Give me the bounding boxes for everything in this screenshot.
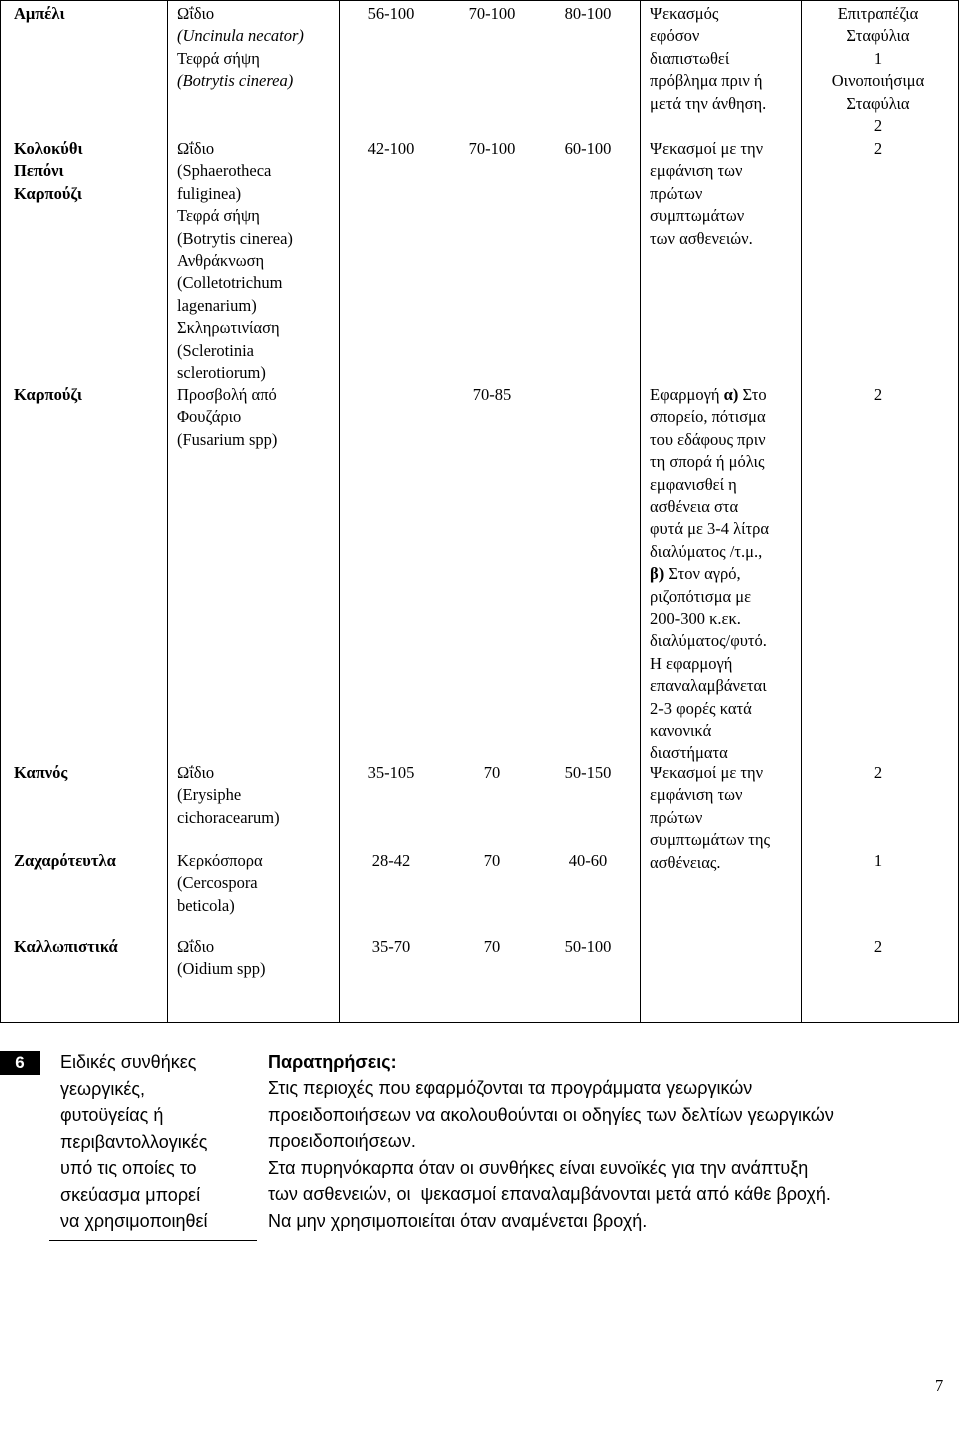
timing-text: πρώτων <box>650 183 703 203</box>
timing-text: Ψεκασμός <box>650 4 719 23</box>
note-line: Στα πυρηνόκαρπα όταν οι συνθήκες είναι ευνοϊκές για την ανάπτυξη <box>268 1157 809 1178</box>
timing-text: Ψεκασμοί με την <box>650 763 764 782</box>
application-timing <box>650 852 721 874</box>
timing-text: διαστήματα <box>650 743 728 763</box>
timing-text: εμφάνιση των <box>650 785 743 805</box>
dose-per-hectolitre: 35-70 <box>371 937 411 956</box>
timing-text: διαπιστωθεί <box>650 48 730 68</box>
timing-text: Η εφαρμογή <box>650 653 733 673</box>
dose-grams: 70-100 <box>468 139 516 158</box>
dose-per-hectolitre: 42-100 <box>367 139 415 158</box>
disease-name: (Erysiphe <box>177 785 242 805</box>
application-timing <box>650 3 718 25</box>
disease-name: cichoracearum) <box>177 807 280 827</box>
section-title-line: γεωργικές, <box>60 1078 146 1099</box>
max-applications: 2 <box>873 116 883 135</box>
timing-bold-label: β) <box>650 564 665 584</box>
application-timing <box>650 608 741 630</box>
application-timing <box>650 653 732 675</box>
application-timing <box>650 451 765 473</box>
crop-name: Αμπέλι <box>14 4 65 23</box>
crop-name: Πεπόνι <box>14 161 64 181</box>
disease-name: Φουζάριο <box>177 407 242 427</box>
disease-name: Κερκόσπορα <box>177 851 263 870</box>
dose-grams: 70-100 <box>468 4 516 23</box>
timing-text: τη σπορά ή μόλις <box>650 452 765 472</box>
application-timing <box>650 630 767 652</box>
timing-text: φυτά με 3-4 λίτρα <box>650 519 770 539</box>
application-timing <box>650 762 763 784</box>
dose-grams: 70-85 <box>472 385 512 404</box>
disease-name: (Botrytis cinerea) <box>177 71 294 91</box>
timing-text: εμφάνιση των <box>650 161 743 181</box>
disease-name: Τεφρά σήψη <box>177 206 260 226</box>
dose-grams: 70 <box>483 763 501 782</box>
disease-name: sclerotiorum) <box>177 363 266 382</box>
max-applications: Σταφύλια <box>846 93 910 113</box>
timing-text: διαλύματος/φυτό. <box>650 631 767 651</box>
note-line: Να μην χρησιμοποιείται όταν αναμένεται βροχή. <box>268 1210 648 1231</box>
table-column-rule <box>339 0 340 1022</box>
max-applications: 1 <box>873 48 883 68</box>
disease-name: Προσβολή από <box>177 385 277 404</box>
disease-name: Σκληρωτινίαση <box>177 318 280 338</box>
dose-per-hectolitre: 28-42 <box>371 851 411 870</box>
dose-per-hectolitre: 35-105 <box>367 763 415 782</box>
section-title-line: περιβαντολλογικές <box>60 1131 208 1152</box>
section-title-line: υπό τις οποίες το <box>60 1158 197 1178</box>
disease-name: (Sphaerotheca <box>177 161 272 181</box>
timing-text: ασθένειας. <box>650 852 721 872</box>
disease-name: (Sclerotinia <box>177 340 254 360</box>
crop-name: Καρπούζι <box>14 385 82 404</box>
application-timing <box>650 829 770 851</box>
disease-name: fuliginea) <box>177 183 242 203</box>
table-column-rule <box>801 0 802 1022</box>
timing-text: 2-3 φορές κατά <box>650 698 752 718</box>
timing-text: 200-300 κ.εκ. <box>650 609 741 628</box>
application-timing <box>650 25 699 47</box>
application-timing <box>650 406 766 428</box>
timing-text: ριζοπότισμα με <box>650 586 752 606</box>
application-timing <box>650 675 767 697</box>
application-timing <box>650 586 751 608</box>
disease-name: (Fusarium spp) <box>177 429 278 449</box>
disease-name: Ωΐδιο <box>177 763 215 782</box>
timing-bold-label: α) <box>723 385 739 404</box>
timing-text: των ασθενειών. <box>650 228 753 248</box>
application-timing <box>650 228 753 250</box>
page-number: 7 <box>935 1376 944 1395</box>
section-number: 6 <box>0 1051 40 1075</box>
crop-name: Καπνός <box>14 763 68 782</box>
disease-name: Ωΐδιο <box>177 139 215 158</box>
note-line: προειδοποιήσεων να ακολουθούνται οι οδηγίες των δελτίων γεωργικών <box>268 1104 834 1125</box>
application-timing <box>650 160 742 182</box>
crop-name: Ζαχαρότευτλα <box>14 851 116 870</box>
timing-text: πρόβλημα πριν ή <box>650 71 763 91</box>
section-title-line: φυτοϋγείας ή <box>60 1105 164 1125</box>
dose-per-hectolitre: 56-100 <box>367 4 415 23</box>
application-timing <box>650 720 711 742</box>
timing-suffix: Στο <box>738 385 767 404</box>
section-title-line: Ειδικές συνθήκες <box>60 1052 197 1072</box>
disease-name: Ανθράκνωση <box>177 251 265 270</box>
note-line: των ασθενειών, οι ψεκασμοί επαναλαμβάνονται μετά από κάθε βροχή. <box>268 1184 831 1204</box>
spray-volume: 60-100 <box>564 139 612 158</box>
timing-text: εφόσον <box>650 26 700 46</box>
timing-text: διαλύματος /τ.μ., <box>650 541 763 561</box>
application-timing <box>650 183 702 205</box>
dose-grams: 70 <box>483 937 501 956</box>
crop-name: Καλλωπιστικά <box>14 937 118 956</box>
disease-name: (Uncinula necator) <box>177 26 304 46</box>
crop-name: Κολοκύθι <box>14 139 83 158</box>
timing-text: σπορείο, πότισμα <box>650 407 766 427</box>
section-title-line: σκεύασμα μπορεί <box>60 1184 201 1205</box>
table-column-rule <box>640 0 641 1022</box>
timing-text: επαναλαμβάνεται <box>650 676 767 696</box>
application-timing <box>650 541 762 563</box>
application-timing <box>650 93 766 115</box>
spray-volume: 80-100 <box>564 4 612 23</box>
application-timing <box>650 563 741 585</box>
timing-text: Εφαρμογή <box>650 385 724 404</box>
max-applications: 2 <box>873 385 883 404</box>
timing-text: μετά την άνθηση. <box>650 93 767 113</box>
section-title-underline <box>49 1240 257 1241</box>
application-timing <box>650 784 742 806</box>
section-title-line: να χρησιμοποιηθεί <box>60 1211 208 1231</box>
table-row-rule <box>0 1022 959 1023</box>
disease-name: lagenarium) <box>177 295 257 315</box>
max-applications: 2 <box>873 139 883 158</box>
timing-text: συμπτωμάτων της <box>650 830 771 850</box>
table-column-rule <box>0 0 1 1022</box>
application-timing <box>650 474 737 496</box>
disease-name: (Botrytis cinerea) <box>177 228 293 248</box>
timing-text: ασθένεια στα <box>650 497 739 516</box>
max-applications: Σταφύλια <box>846 26 910 46</box>
disease-name: (Oidium spp) <box>177 959 266 979</box>
timing-text: του εδάφους πριν <box>650 429 766 449</box>
disease-name: Ωΐδιο <box>177 937 215 956</box>
application-timing <box>650 138 763 160</box>
table-row-rule <box>0 0 959 1</box>
spray-volume: 50-150 <box>564 763 612 782</box>
application-timing <box>650 496 738 518</box>
application-timing <box>650 518 769 540</box>
spray-volume: 50-100 <box>564 937 612 956</box>
timing-text: συμπτωμάτων <box>650 206 745 226</box>
max-applications: 2 <box>873 763 883 782</box>
disease-name: Ωΐδιο <box>177 4 215 23</box>
dose-grams: 70 <box>483 851 501 870</box>
disease-name: Τεφρά σήψη <box>177 48 260 68</box>
application-timing <box>650 384 767 406</box>
note-line: Στις περιοχές που εφαρμόζονται τα προγράμματα γεωργικών <box>268 1078 753 1098</box>
table-column-rule <box>958 0 959 1022</box>
disease-name: (Cercospora <box>177 873 258 893</box>
max-applications: 1 <box>873 851 883 870</box>
table-column-rule <box>167 0 168 1022</box>
max-applications: 2 <box>873 937 883 956</box>
max-applications: Οινοποιήσιμα <box>831 71 925 91</box>
application-timing <box>650 48 729 70</box>
timing-text: πρώτων <box>650 807 703 827</box>
application-timing <box>650 70 763 92</box>
application-timing <box>650 205 744 227</box>
spray-volume: 40-60 <box>568 851 608 870</box>
disease-name: beticola) <box>177 895 235 915</box>
timing-text: κανονικά <box>650 721 712 740</box>
application-timing <box>650 807 702 829</box>
disease-name: (Colletotrichum <box>177 273 283 293</box>
timing-text: εμφανισθεί η <box>650 474 737 494</box>
notes-heading: Παρατηρήσεις: <box>268 1052 397 1072</box>
crop-name: Καρπούζι <box>14 183 82 203</box>
timing-text: Ψεκασμοί με την <box>650 139 764 158</box>
application-timing <box>650 429 766 451</box>
application-timing <box>650 698 752 720</box>
note-line: προειδοποιήσεων. <box>268 1131 416 1151</box>
max-applications: Επιτραπέζια <box>837 4 919 23</box>
timing-suffix: Στον αγρό, <box>664 564 741 584</box>
